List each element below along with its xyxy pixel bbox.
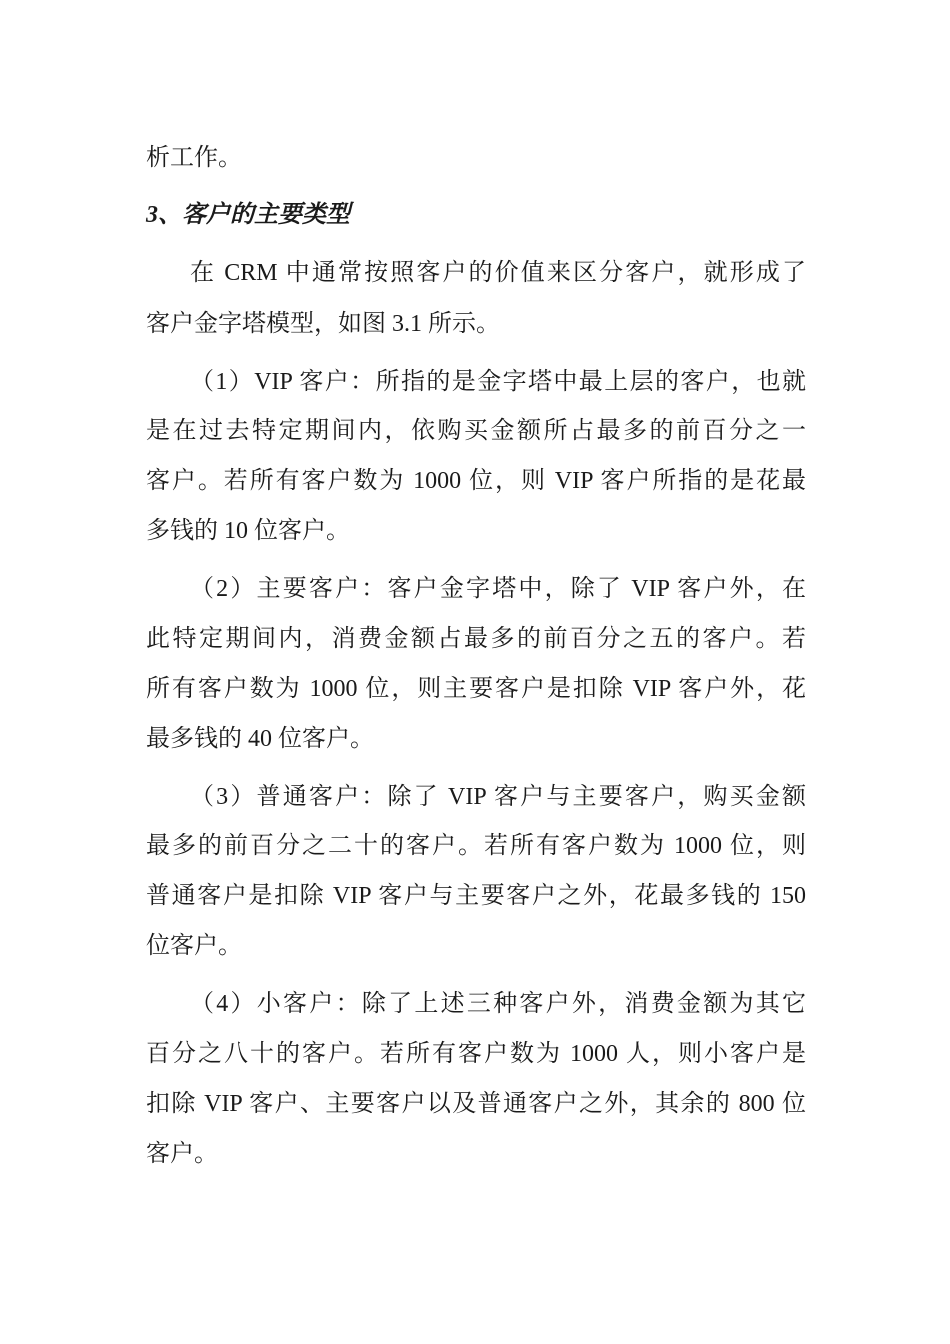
item3-line-2: 最多的前百分之二十的客户。若所有客户数为 1000 位，则 (146, 833, 806, 859)
item1-line-3: 客户。若所有客户数为 1000 位，则 VIP 客户所指的是花最 (146, 468, 806, 494)
continuation-text: 析工作。 (146, 145, 242, 171)
item2-line-1: （2）主要客户：客户金字塔中，除了 VIP 客户外，在 (190, 576, 806, 602)
item3-line-3: 普通客户是扣除 VIP 客户与主要客户之外，花最多钱的 150 (146, 883, 806, 909)
item2-line-4: 最多钱的 40 位客户。 (146, 726, 374, 752)
item4-line-4: 客户。 (146, 1141, 218, 1167)
item3-line-4: 位客户。 (146, 933, 242, 959)
intro-line-2: 客户金字塔模型，如图 3.1 所示。 (146, 311, 500, 337)
item1-line-4: 多钱的 10 位客户。 (146, 518, 350, 544)
item4-line-2: 百分之八十的客户。若所有客户数为 1000 人，则小客户是 (146, 1041, 806, 1067)
section-heading: 3、客户的主要类型 (146, 202, 350, 228)
item3-line-1: （3）普通客户：除了 VIP 客户与主要客户，购买金额 (190, 784, 806, 810)
item4-line-3: 扣除 VIP 客户、主要客户以及普通客户之外，其余的 800 位 (146, 1091, 806, 1117)
item2-line-3: 所有客户数为 1000 位，则主要客户是扣除 VIP 客户外，花 (146, 676, 806, 702)
item4-line-1: （4）小客户：除了上述三种客户外，消费金额为其它 (190, 991, 806, 1017)
item1-line-2: 是在过去特定期间内，依购买金额所占最多的前百分之一 (146, 418, 806, 444)
item2-line-2: 此特定期间内，消费金额占最多的前百分之五的客户。若 (146, 626, 806, 652)
item1-line-1: （1）VIP 客户：所指的是金字塔中最上层的客户，也就 (190, 369, 806, 395)
intro-line-1: 在 CRM 中通常按照客户的价值来区分客户，就形成了 (190, 260, 806, 286)
